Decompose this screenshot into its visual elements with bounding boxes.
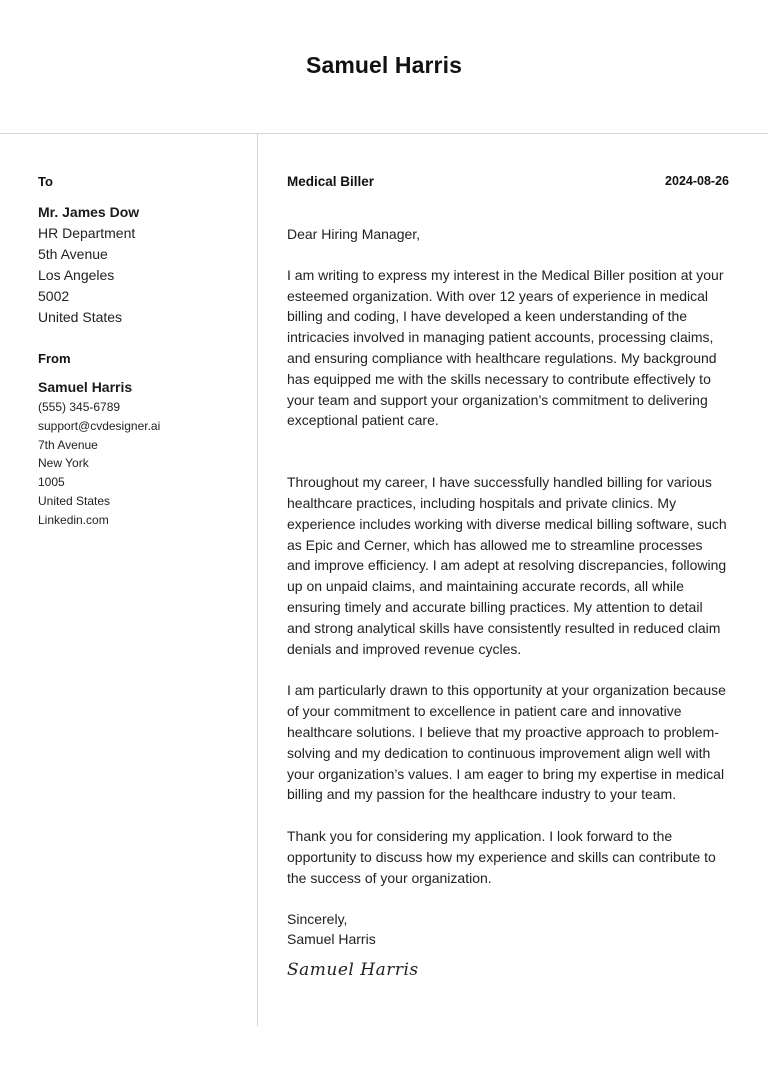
- closing-name: Samuel Harris: [287, 931, 376, 948]
- sender-name: Samuel Harris: [38, 379, 133, 395]
- address-column: [38, 174, 248, 530]
- recipient-city: Los Angeles: [38, 267, 115, 283]
- body-paragraph-2: Throughout my career, I have successfully handled billing for various healthcare practices, including hospitals and private clinics. My experience includes working with diverse medical billing software, such as Epic and Cerner, which has allowed me to streamline processes and improve efficiency. I am adept at resolving discrepancies, following up on unpaid claims, and maintaining accurate records, all while ensuring timely and accurate billing practices. My attention to detail and strong analytical skills have consistently resulted in reduced claim denials and improved revenue cycles.: [287, 474, 727, 657]
- recipient-country: United States: [38, 309, 123, 325]
- sender-website: Linkedin.com: [38, 512, 109, 527]
- sender-city: New York: [38, 456, 89, 471]
- body-paragraph-1: I am writing to express my interest in the Medical Biller position at your esteemed organization. With over 12 years of experience in medical billing and coding, I have developed a keen understanding of the intricacies involved in managing patient accounts, processing claims, and ensuring compliance with healthcare regulations. My background has equipped me with the skills necessary to contribute effectively to your team and support your organization’s commitment to delivering exceptional patient care.: [287, 266, 724, 429]
- sender-country: United States: [38, 493, 111, 508]
- sender-street: 7th Avenue: [38, 437, 98, 452]
- sender-postal-code: 1005: [38, 475, 65, 490]
- job-title: Medical Biller: [287, 174, 375, 189]
- body-paragraph-3: I am particularly drawn to this opportunity at your organization because of your commitment to excellence in patient care and innovative healthcare solutions. I believe that my proactive approach to problem-solving and my dedication to continuous improvement align well with your organization’s values. I am eager to bring my expertise in medical billing and my passion for the healthcare industry to your team.: [287, 682, 726, 803]
- sender-phone: (555) 345-6789: [38, 400, 121, 414]
- column-divider: [257, 134, 258, 1026]
- applicant-name: Samuel Harris: [306, 52, 462, 78]
- sender-email: support@cvdesigner.ai: [38, 418, 161, 433]
- closing-phrase: Sincerely,: [287, 910, 348, 927]
- recipient-street: 5th Avenue: [38, 246, 108, 262]
- letter-header: [0, 0, 768, 134]
- letter-body: [287, 174, 729, 980]
- from-label: From: [38, 351, 71, 366]
- body-paragraph-4: Thank you for considering my application. I look forward to the opportunity to discuss how my experience and skills can contribute to the success of your organization.: [287, 828, 716, 886]
- letter-topline: [287, 174, 729, 192]
- closing-block: [287, 909, 729, 951]
- to-label: To: [38, 174, 53, 189]
- handwritten-signature: Samuel Harris: [287, 960, 419, 981]
- greeting: Dear Hiring Manager,: [287, 226, 421, 242]
- letter-date: 2024-08-26: [665, 174, 729, 188]
- recipient-department: HR Department: [38, 225, 136, 241]
- recipient-postal-code: 5002: [38, 288, 70, 304]
- recipient-block: [38, 202, 248, 328]
- recipient-name: Mr. James Dow: [38, 204, 140, 220]
- sender-block: [38, 378, 248, 530]
